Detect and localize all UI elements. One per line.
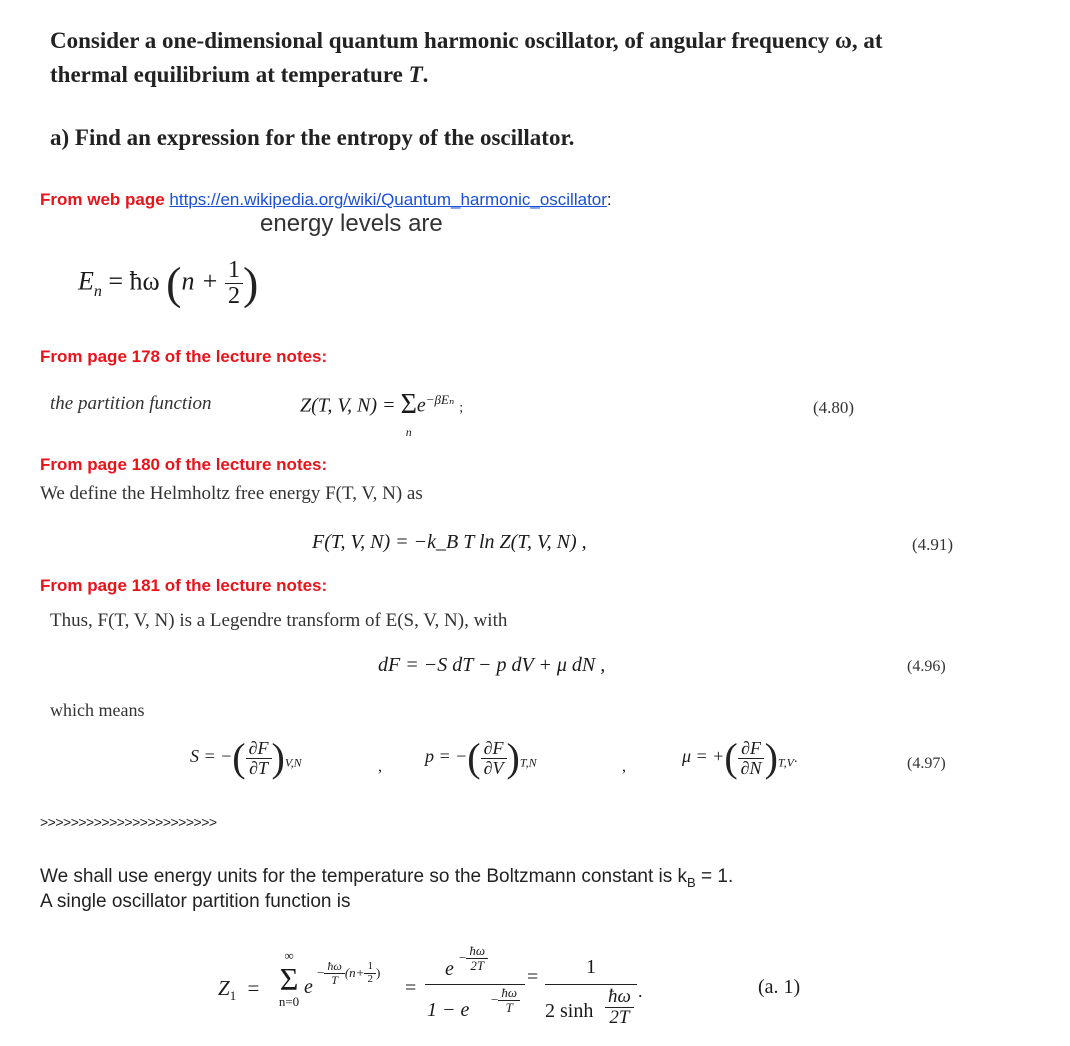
page-180-label: From page 180 of the lecture notes: xyxy=(40,455,328,474)
helmholtz-definition-text: We define the Helmholtz free energy F(T, V, N) as xyxy=(40,483,423,504)
problem-line-2 xyxy=(50,62,428,88)
hw-over-T xyxy=(324,960,344,986)
sum-over-n xyxy=(400,389,417,440)
comma-2: , xyxy=(622,758,626,775)
answer-line-1 xyxy=(40,866,733,890)
f1-num-exp-frac xyxy=(466,944,488,972)
answer-line-2: A single oscillator partition function is xyxy=(40,891,351,912)
part-a-question: a) Find an expression for the entropy of the oscillator. xyxy=(50,125,575,150)
boltzmann-subscript: B xyxy=(687,874,696,890)
f1-den-T: T xyxy=(505,999,513,1015)
sum-symbol-2: Σ xyxy=(279,961,299,997)
exp-hw: ħω xyxy=(324,960,344,974)
partition-function-equation xyxy=(300,389,464,440)
eq-number-a1: (a. 1) xyxy=(758,976,801,998)
problem-line-2-end: . xyxy=(422,62,429,87)
z1-lhs xyxy=(218,976,259,1004)
fraction-numerator: 1 xyxy=(225,258,243,284)
sum-exponent xyxy=(317,960,380,986)
z-subscript: 1 xyxy=(229,988,237,1004)
separator-arrows: >>>>>>>>>>>>>>>>>>>>>>> xyxy=(40,814,217,830)
s-subscript: V,N xyxy=(284,755,302,770)
eq-number-4-97: (4.97) xyxy=(907,755,946,772)
legendre-text: Thus, F(T, V, N) is a Legendre transform of E(S, V, N), with xyxy=(50,610,508,631)
fraction-1 xyxy=(425,940,525,1026)
entropy-lhs: S = − xyxy=(190,746,233,767)
eq-number-4-91: (4.91) xyxy=(912,535,954,554)
sum-index: n xyxy=(405,425,412,440)
energy-equation xyxy=(78,258,258,309)
dF-numerator-2: ∂F xyxy=(481,739,507,759)
problem-line-2-text: thermal equilibrium at temperature xyxy=(50,62,409,87)
f2-2T: 2T xyxy=(609,1006,630,1028)
f2-period: . xyxy=(638,981,643,1001)
s-right-paren: ) xyxy=(271,735,285,780)
sum-term xyxy=(304,976,313,999)
wiki-colon: : xyxy=(606,190,612,209)
f1-num-e: e xyxy=(445,958,454,980)
equals-1: = xyxy=(247,976,260,1000)
wiki-link[interactable]: https://en.wikipedia.org/wiki/Quantum_harmonic_oscillator xyxy=(169,190,607,209)
dV-denominator: ∂V xyxy=(483,757,504,778)
eq-number-4-80: (4.80) xyxy=(813,398,855,417)
equals-2: = xyxy=(405,977,417,999)
left-paren: ( xyxy=(166,257,182,309)
f1-num-hw: ħω xyxy=(466,944,488,959)
f2-bar xyxy=(545,984,637,985)
f2-den: 2 sinh xyxy=(545,1000,594,1022)
wiki-source-line xyxy=(40,190,612,210)
f1-den-exp-frac xyxy=(498,986,520,1014)
energy-symbol: E xyxy=(78,266,94,296)
partition-lhs: Z(T, V, N) = xyxy=(300,394,396,417)
wiki-source-label: From web page xyxy=(40,190,170,209)
equals-3: = xyxy=(527,966,539,988)
z-symbol: Z xyxy=(218,976,230,1000)
dT-denominator: ∂T xyxy=(249,757,269,778)
exp-close: ) xyxy=(375,965,381,981)
exponent: −βEₙ xyxy=(425,392,455,407)
f2-num: 1 xyxy=(586,956,596,978)
exp-T: T xyxy=(331,972,338,987)
f1-den-minus: − xyxy=(491,992,499,1008)
dF-dT-fraction xyxy=(246,739,272,778)
energy-levels-caption: energy levels are xyxy=(260,210,443,237)
boltzmann-text: We shall use energy units for the temperature so the Boltzmann constant is k xyxy=(40,866,688,887)
one-half-fraction xyxy=(225,258,243,309)
exp-half-den: 2 xyxy=(367,972,373,985)
s-left-paren: ( xyxy=(232,735,246,780)
mu-subscript: T,V xyxy=(777,755,795,770)
sum-block xyxy=(278,948,300,1010)
pressure-lhs: p = − xyxy=(425,746,468,767)
entropy-derivative xyxy=(190,735,302,780)
right-paren: ) xyxy=(243,257,259,309)
f2-hw: ħω xyxy=(605,987,634,1008)
exponent-minus: − xyxy=(317,965,325,981)
sum-symbol: Σ xyxy=(400,389,417,420)
p-subscript: T,N xyxy=(519,755,537,770)
energy-subscript: n xyxy=(93,282,102,300)
f2-sinh-arg xyxy=(605,987,634,1028)
page-181-label: From page 181 of the lecture notes: xyxy=(40,576,328,595)
p-left-paren: ( xyxy=(467,735,481,780)
sum-lower: n=0 xyxy=(278,994,300,1009)
exp-half xyxy=(364,961,376,985)
mu-right-paren: ) xyxy=(764,735,778,780)
dF-dN-fraction xyxy=(738,739,765,778)
f1-den-hw: ħω xyxy=(498,986,520,1001)
p-right-paren: ) xyxy=(506,735,520,780)
fraction-denominator: 2 xyxy=(228,283,241,310)
fraction-2 xyxy=(545,956,645,1036)
differential-equation: dF = −S dT − p dV + μ dN , xyxy=(378,654,606,676)
boltzmann-value: = 1. xyxy=(695,866,734,887)
f1-den: 1 − e xyxy=(427,999,470,1021)
energy-hbar-omega: = ħω xyxy=(101,266,160,296)
helmholtz-equation: F(T, V, N) = −k_B T ln Z(T, V, N) , xyxy=(312,531,587,553)
eq-number-4-96: (4.96) xyxy=(907,658,946,675)
exp-half-num: 1 xyxy=(364,961,376,974)
chemical-potential-derivative xyxy=(682,735,798,780)
dN-denominator: ∂N xyxy=(740,757,762,778)
temperature-symbol: T xyxy=(408,62,423,87)
f1-num-2T: 2T xyxy=(470,957,485,973)
dF-dV-fraction xyxy=(481,739,507,778)
sum-upper: ∞ xyxy=(284,948,294,963)
page-178-label: From page 178 of the lecture notes: xyxy=(40,347,328,366)
dF-numerator-3: ∂F xyxy=(738,739,764,759)
exp-n-plus: (n+ xyxy=(344,965,365,981)
problem-line-1: Consider a one-dimensional quantum harmonic oscillator, of angular frequency ω, at xyxy=(50,28,883,53)
f1-num-minus: − xyxy=(459,950,467,966)
dF-numerator: ∂F xyxy=(246,739,272,759)
term-exp-base: e xyxy=(304,976,313,998)
pressure-derivative xyxy=(425,735,537,780)
which-means-text: which means xyxy=(50,700,145,720)
mu-lhs: μ = + xyxy=(682,746,725,767)
partition-function-text: the partition function xyxy=(50,393,212,414)
exponential-base: e xyxy=(416,394,426,417)
trailing-mark: ; xyxy=(459,400,464,416)
energy-n-plus: n + xyxy=(181,266,219,296)
comma-1: , xyxy=(378,758,382,775)
mu-dot: . xyxy=(794,751,798,767)
mu-left-paren: ( xyxy=(724,735,738,780)
